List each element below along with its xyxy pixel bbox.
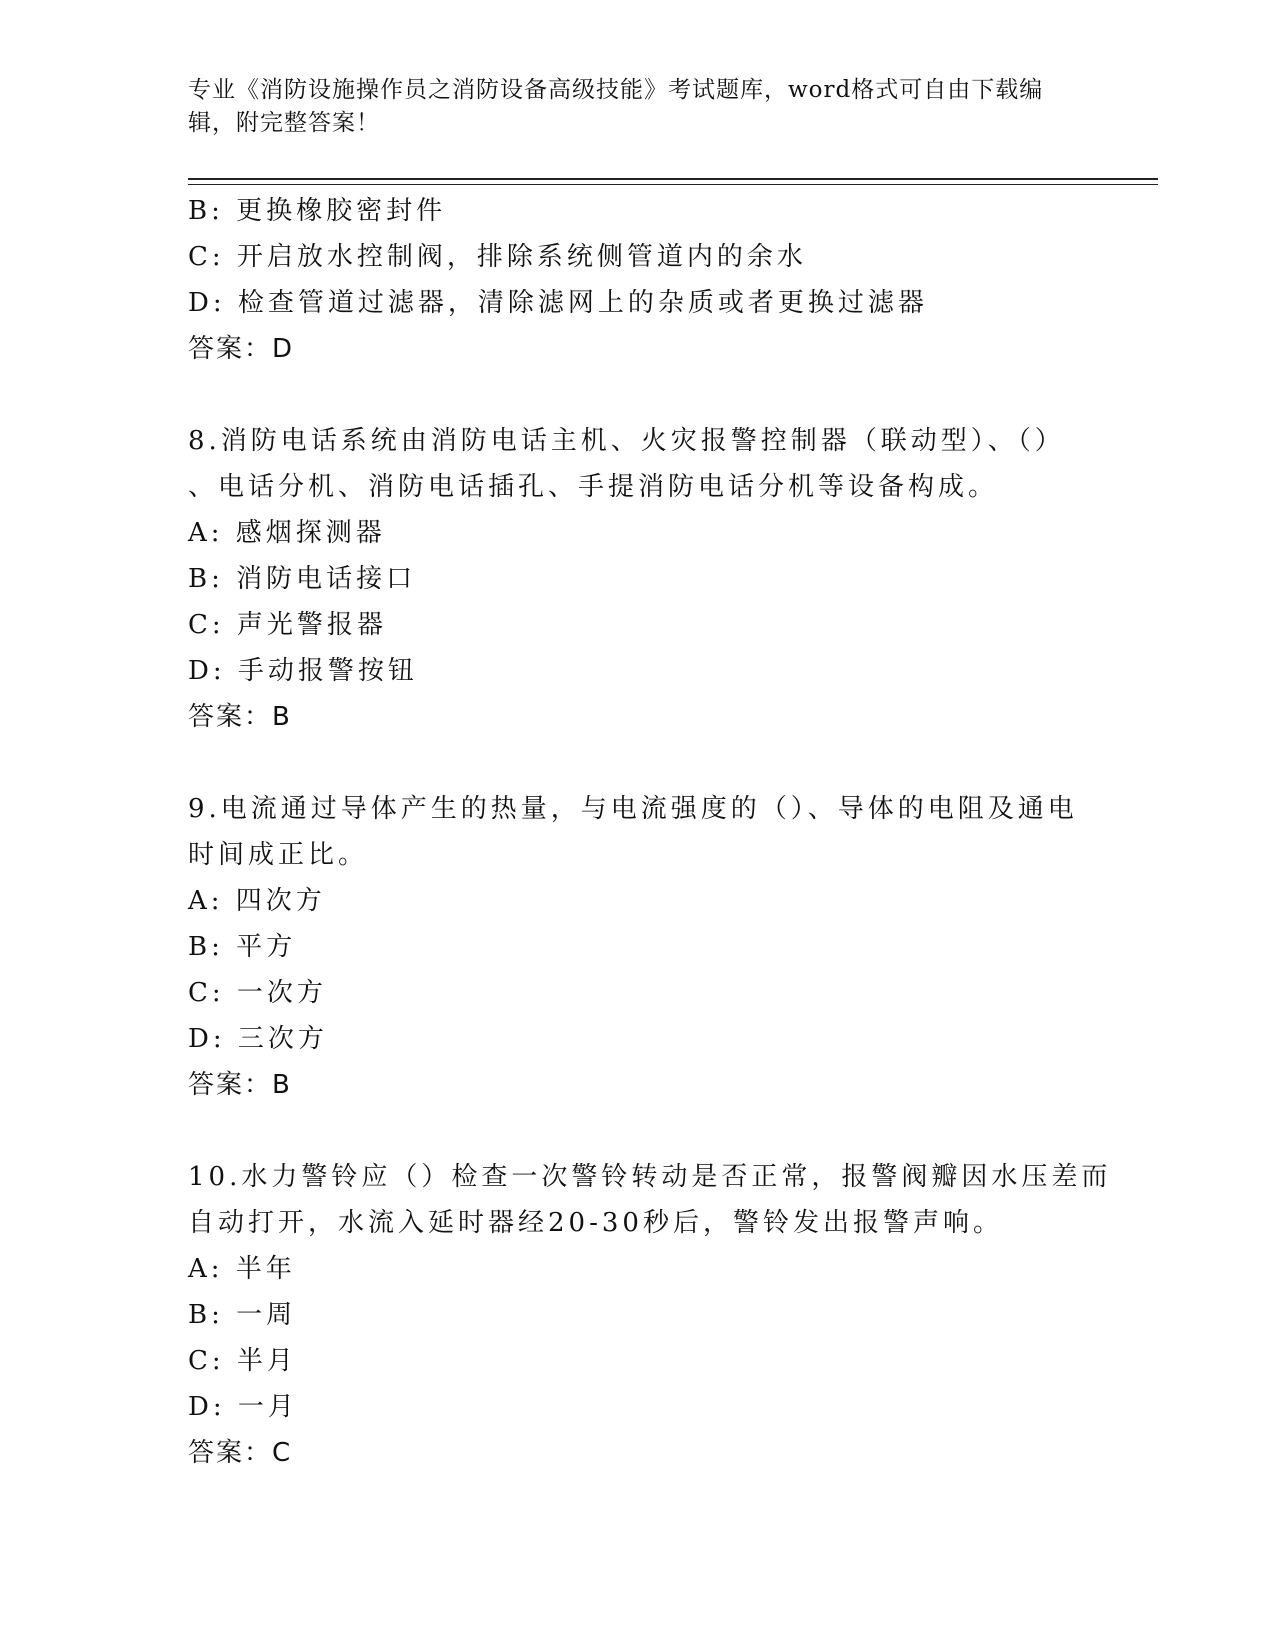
option-d: D: 手动报警按钮 bbox=[188, 656, 418, 686]
question-9 bbox=[188, 786, 1088, 1108]
option-b: B: 消防电话接口 bbox=[188, 564, 417, 594]
option-a: A: 感烟探测器 bbox=[188, 518, 386, 548]
question-stem-line: 时间成正比。 bbox=[188, 840, 369, 870]
question-spacer bbox=[188, 372, 1088, 418]
option-b: B: 一周 bbox=[188, 1300, 297, 1330]
document-header bbox=[188, 74, 1068, 140]
question-stem-line: 自动打开，水流入延时器经20-30秒后，警铃发出报警声响。 bbox=[188, 1208, 1003, 1238]
header-line-1: 专业《消防设施操作员之消防设备高级技能》考试题库，word格式可自由下载编 bbox=[188, 77, 1044, 103]
question-10 bbox=[188, 1154, 1112, 1476]
header-divider-thick bbox=[188, 178, 1158, 180]
question-list bbox=[188, 188, 1112, 1476]
question-stem-line: 10.水力警铃应（）检查一次警铃转动是否正常，报警阀瓣因水压差而 bbox=[188, 1162, 1112, 1192]
option-d: D: 三次方 bbox=[188, 1024, 328, 1054]
option-c: C: 一次方 bbox=[188, 978, 327, 1008]
option-c: C: 半月 bbox=[188, 1346, 297, 1376]
option-d: D: 检查管道过滤器，清除滤网上的杂质或者更换过滤器 bbox=[188, 288, 928, 318]
option-b: B: 平方 bbox=[188, 932, 297, 962]
question-stem-line: 9.电流通过导体产生的热量，与电流强度的（）、导体的电阻及通电 bbox=[188, 794, 1078, 824]
option-a: A: 半年 bbox=[188, 1254, 296, 1284]
question-stem-line: 、电话分机、消防电话插孔、手提消防电话分机等设备构成。 bbox=[188, 472, 999, 502]
question-7-tail bbox=[188, 188, 1088, 372]
question-spacer bbox=[188, 1108, 1088, 1154]
answer-line: 答案：B bbox=[188, 702, 292, 732]
header-line-2: 辑，附完整答案！ bbox=[188, 110, 380, 136]
option-d: D: 一月 bbox=[188, 1392, 298, 1422]
question-spacer bbox=[188, 740, 1088, 786]
answer-line: 答案：B bbox=[188, 1070, 292, 1100]
option-a: A: 四次方 bbox=[188, 886, 326, 916]
answer-line: 答案：C bbox=[188, 1438, 293, 1468]
option-c: C: 声光警报器 bbox=[188, 610, 387, 640]
question-stem-line: 8.消防电话系统由消防电话主机、火灾报警控制器（联动型）、（） bbox=[188, 426, 1065, 456]
header-divider-thin bbox=[188, 184, 1158, 185]
question-8 bbox=[188, 418, 1088, 740]
option-c: C: 开启放水控制阀，排除系统侧管道内的余水 bbox=[188, 242, 807, 272]
option-b: B: 更换橡胶密封件 bbox=[188, 196, 447, 226]
answer-line: 答案：D bbox=[188, 334, 295, 364]
